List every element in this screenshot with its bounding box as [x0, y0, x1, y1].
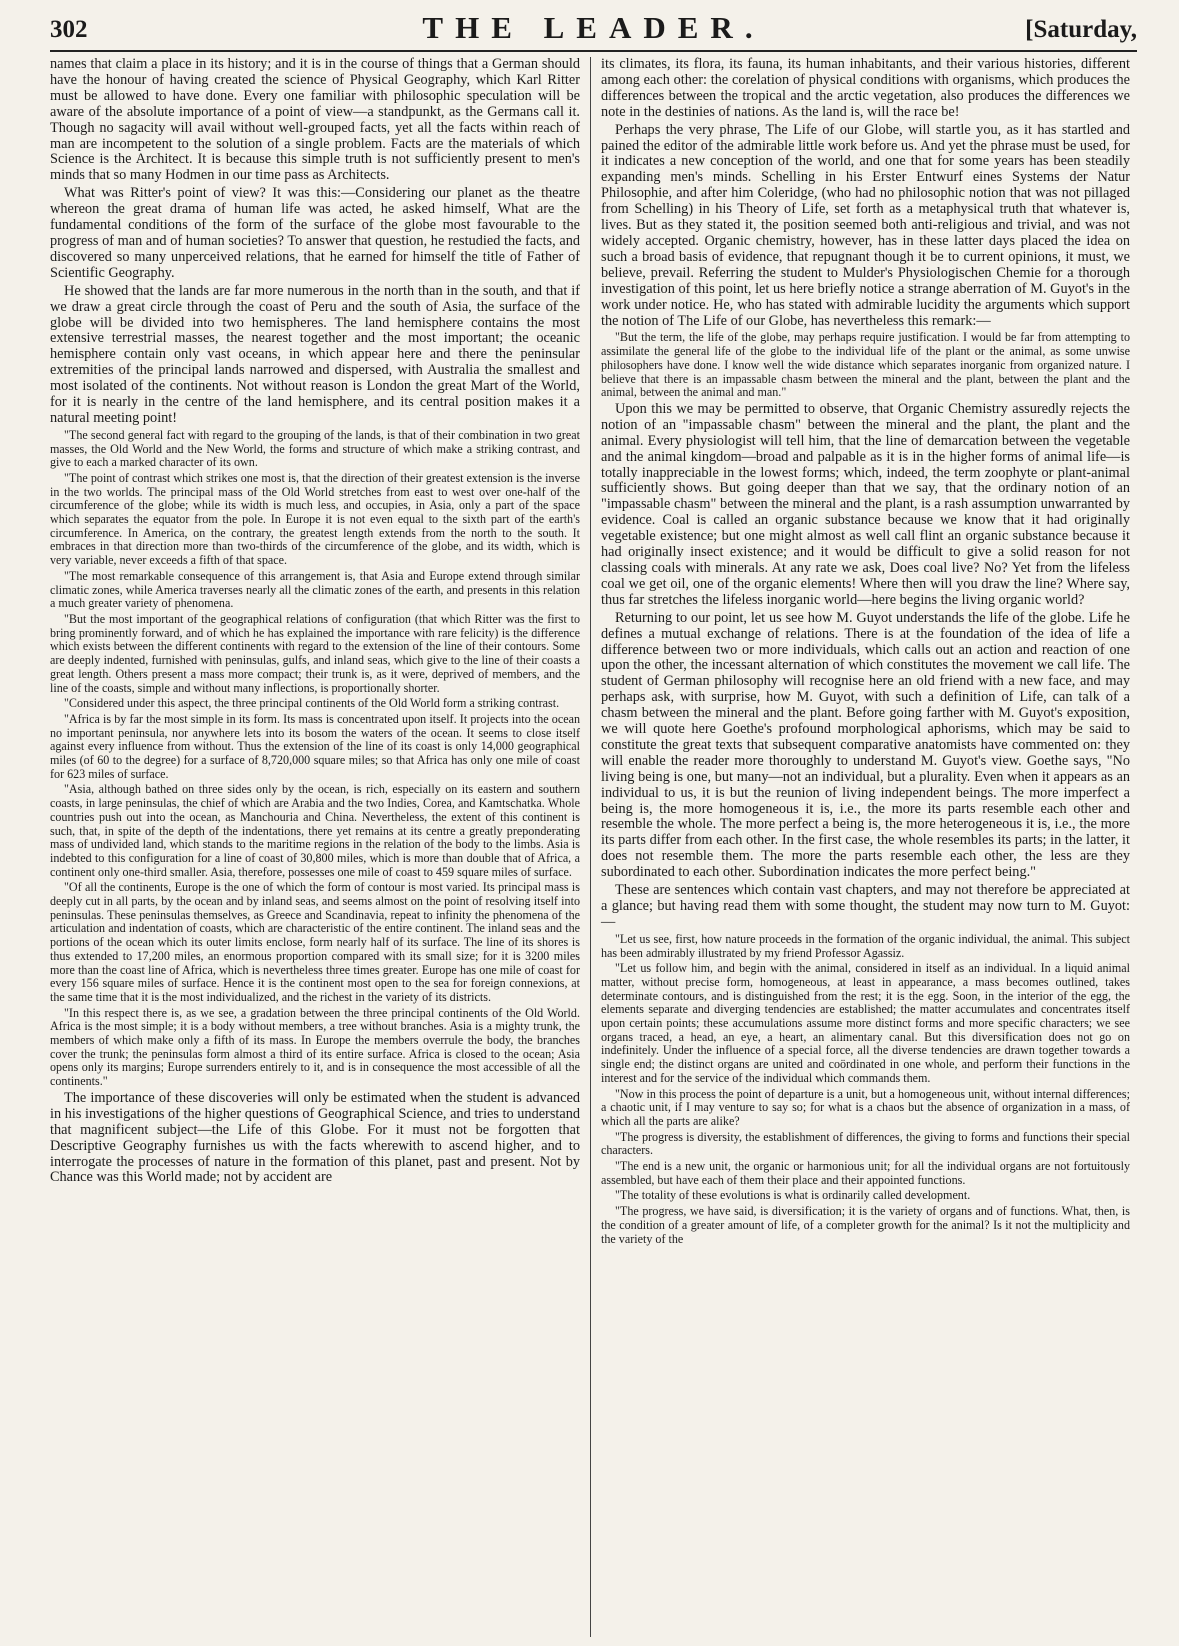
paragraph: These are sentences which contain vast chapters, and may not therefore be appreciated at a glance; but having read them with some thought, the student may now turn to M. Guyot:— [601, 882, 1130, 930]
paragraph: Upon this we may be permitted to observe, that Organic Chemistry assuredly rejects the notion of an "impassable chasm" between the mineral and the plant, the plant and the animal. Every physiologist will tell him, that the line of demarcation between the vegetable and the animal kingdom—broad and palpable as it is in the higher forms of animal life—is totally inappreciable in the lowest forms; which, indeed, the term zoophyte or plant-animal sufficiently shows. But going deeper than that we say, that the ordinary notion of an "impassable chasm" between the mineral and the plant, is a rash assumption unwarranted by evidence. Coal is called an organic substance because we know that it had originally vegetable existence; but one might almost as well call flint an organic substance because it had originally insect existence; and it would be difficult to give a solid reason for not classing coals with minerals. At any rate we ask, Does coal live? No? Yet from the lifeless coal we get oil, one of the organic elements! Where then will you draw the line? Where say, thus far stretches the lifeless inorganic world—here begins the living organic world? [601, 400, 1130, 608]
paragraph: What was Ritter's point of view? It was this:—Considering our planet as the theatre whereon the great drama of human life was acted, he asked himself, What are the fundamental conditions of the form of the surface of the globe most favourable to the progress of man and of human societies? To answer that question, he restudied the facts, and discovered so many unperceived relations, that he earned for himself the title of Father of Scientific Geography. [50, 185, 580, 281]
paragraph: The importance of these discoveries will only be estimated when the student is advanced in his investigations of the higher questions of Geographical Science, and tries to understand that magnificent subject—the Life of this Globe. For it must not be forgotten that Descriptive Geography furnishes us with the facts wherewith to ascend higher, and to interrogate the processes of nature in the formation of this planet, past and present. Not by Chance was this World made; not by accident are [50, 1089, 580, 1186]
masthead [50, 0, 1137, 52]
right-column [590, 57, 1130, 1637]
quoted-paragraph: "Africa is by far the most simple in its form. Its mass is concentrated upon itself. It projects into the ocean no important peninsula, nor anywhere lets into its bosom the waters of the ocean. It seems to close itself against every influence from without. Thus the extension of the line of its coast is only 14,000 geographical miles (of 60 to the degree) for a surface of 8,720,000 square miles; so that Africa has only one mile of coast for 623 miles of surface. [50, 711, 580, 781]
quoted-paragraph: "The point of contrast which strikes one most is, that the direction of their greatest extension is the inverse in the two worlds. The principal mass of the Old World stretches from east to west over one-half of the circumference of the globe; while its width is much less, and occupies, in Asia, only a part of the space which separates the equator from the pole. In Europe it is not even equal to the sixth part of the earth's circumference. In America, on the contrary, the greatest length extends from the north to the south. It embraces in that direction more than two-thirds of the circumference of the globe, and its width, which is very variable, never exceeds a fifth of that space. [50, 470, 580, 568]
issue-day: [Saturday, [1025, 16, 1137, 43]
quoted-paragraph: "The totality of these evolutions is what is ordinarily called development. [615, 1188, 971, 1203]
columns [50, 57, 1137, 1637]
newspaper-title: THE LEADER. [422, 10, 765, 45]
quoted-paragraph: "The second general fact with regard to the grouping of the lands, is that of their combination in two great masses, the Old World and the New World, the forms and structure of which make a striking contrast, and give to each a marked character of its own. [50, 427, 580, 470]
paragraph: Returning to our point, let us see how M. Guyot understands the life of the globe. Life he defines a mutual exchange of relations. There is at the foundation of the idea of life a difference between two or more individuals, which calls out an action and reaction of one upon the other, the incessant alternation of which constitutes the movement we call life. The student of German philosophy will recognise here an old friend with a new face, and may perhaps ask, with surprise, how M. Guyot, with such a definition of Life, can talk of a chasm between the mineral and the plant. Before going farther with M. Guyot's exposition, we will quote here Goethe's profound morphological aphorisms, which may be said to constitute the great texts that subsequent comparative anatomists have commented on: they will enable the reader more thoroughly to understand M. Guyot's view. Goethe says, "No living being is one, but many—not an individual, but a plurality. Even when it appears as an individual to us, it is but the reunion of living independent beings. The more imperfect a being is, the more homogeneous it is, i.e., the more its parts resemble each other and resemble the whole. The more perfect a being is, the more heterogeneous it is, i.e., the more its parts differ from each other. In the first case, the whole resembles its parts; in the latter, it does not resemble them. The more the parts resemble each other, the less are they subordinated to each other. Subordination indicates the more perfect being." [601, 609, 1130, 881]
quoted-paragraph: "In this respect there is, as we see, a gradation between the three principal continents of the Old World. Africa is the most simple; it is a body without members, a tree without branches. Asia is a mighty trunk, the members of which make only a fifth of its mass. In Europe the members overrule the body, the branches cover the trunk; the peninsulas form almost a third of its entire surface. Africa is closed to the ocean; Asia opens only its margins; Europe surrenders entirely to it, and is in consequence the most accessible of all the continents." [50, 1005, 580, 1089]
quoted-paragraph: "The most remarkable consequence of this arrangement is, that Asia and Europe extend through similar climatic zones, while America traverses nearly all the climatic zones of the earth, and presents in this relation a much greater variety of phenomena. [50, 568, 580, 611]
quoted-paragraph: "Of all the continents, Europe is the one of which the form of contour is most varied. Its principal mass is deeply cut in all parts, by the ocean and by inland seas, and seems almost on the point of resolving itself into peninsulas. These peninsulas themselves, as Greece and Scandinavia, repeat to infinity the phenomena of the articulation and indentation of coasts, which are characteristic of the entire continent. The inland seas and the portions of the ocean which its outer limits enclose, form nearly half of its surface. The line of its shores is thus extended to 17,200 miles, an enormous proportion compared with its small size; for it is 3200 miles more than the coast line of Africa, which is nevertheless three times greater. Europe has one mile of coast for every 156 square miles of surface. Hence it is the continent most open to the sea for foreign connexions, at the same time that it is the most individualized, and the richest in the variety of its districts. [50, 880, 580, 1004]
quoted-paragraph: "Asia, although bathed on three sides only by the ocean, is rich, especially on its eastern and southern coasts, in large peninsulas, the chief of which are Arabia and the two Indies, Corea, and Kamtschatka. Whole countries push out into the ocean, as Manchouria and China. Nevertheless, the extent of this continent is such, that, in spite of the depth of the indentations, there yet remains at its centre a greatly preponderating mass of undivided land, which stands to the maritime regions in the relation of the body to the limbs. Asia is indebted to this configuration for a line of coast of 30,800 miles, which is more than double that of Africa, a continent only one-third smaller. Asia, therefore, possesses one mile of coast to 459 square miles of surface. [50, 782, 580, 879]
paragraph: names that claim a place in its history; and it is in the course of things that a German should have the honour of having created the science of Physical Geography, which Karl Ritter must be allowed to have done. Every one familiar with philosophic speculation will be aware of the absolute importance of a point of view—a standpunkt, as the Germans call it. Though no sagacity will avail without well-grouped facts, yet all the facts within reach of man are incompetent to the solution of a single problem. Facts are the materials of which Science is the Architect. It is because this simple truth is not sufficiently present to men's minds that so many Hodmen in our time pass as Architects. [50, 57, 580, 184]
quoted-paragraph: "Now in this process the point of departure is a unit, but a homogeneous unit, without internal differences; a chaotic unit, if I may venture to say so; for what is a chaos but the absence of organization in a mass, of which all the parts are alike? [601, 1086, 1130, 1128]
quoted-paragraph: "But the most important of the geographical relations of configuration (that which Ritter was the first to bring prominently forward, and of which he has explained the importance with rare felicity) is the difference which exists between the different continents with regard to the extension of the line of their contours. Some are deeply indented, furnished with peninsulas, gulfs, and inland seas, which give to the line of their coasts a great length. Others present a mass more compact; their trunk is, as it were, deprived of members, and the line of the coasts, simple and without many inflections, is proportionally shorter. [50, 611, 580, 695]
paragraph: its climates, its flora, its fauna, its human inhabitants, and their various histories, different among each other: the corelation of physical conditions with organisms, which produces the differences between the tropical and the arctic vegetation, also produces the differences we note in the destinies of nations. As the land is, will the race be! [601, 57, 1130, 120]
paragraph: Perhaps the very phrase, The Life of our Globe, will startle you, as it has startled and pained the editor of the admirable little work before us. And yet the phrase must be used, for it indicates a new conception of the world, and one that for some years has been steadily expanding men's minds. Schelling in his Erster Entwurf eines Systems der Natur Philosophie, and after him Coleridge, (who had no philosophic notion that was not pillaged from Schelling) in his Theory of Life, set forth as a metaphysical truth that whatever is, lives. But as they stated it, the position seemed both anti-religious and trivial, and was not widely accepted. Organic chemistry, however, has in these latter days placed the idea on such a broad basis of evidence, that repugnant though it be to current opinions, it must, we believe, prevail. Referring the student to Mulder's Physiologischen Chemie for a thorough investigation of this point, let us here briefly notice a strange aberration of M. Guyot's in the work under notice. He, who has stated with admirable lucidity the arguments which support the notion of The Life of our Globe, has nevertheless this remark:— [601, 121, 1130, 329]
left-column [50, 57, 590, 1637]
quoted-paragraph: "The progress is diversity, the establishment of differences, the giving to forms and functions their special characters. [601, 1129, 1130, 1158]
quoted-paragraph: "The end is a new unit, the organic or harmonious unit; for all the individual organs are not fortuitously assembled, but have each of them their place and their appointed functions. [601, 1159, 1130, 1187]
quoted-paragraph: "Let us follow him, and begin with the animal, considered in itself as an individual. In a liquid animal matter, without precise form, homogeneous, at least in appearance, a mass becomes outlined, takes determinate contours, and is distinguished from the rest; it is the egg. Soon, in the interior of the egg, the elements separate and diverging tendencies are established; the matter accumulates and concentrates itself upon certain points; these accumulations assume more distinct forms and more specific characters; we see organs traced, a head, an eye, a heart, an alimentary canal. But this diversification does not go on indefinitely. Under the influence of a special force, all the diverse tendencies are drawn together towards a single end; the distinct organs are united and coördinated in one whole, and perform their functions in the interest and for the service of the individual which commands them. [601, 961, 1130, 1085]
quoted-paragraph: "But the term, the life of the globe, may perhaps require justification. I would be far from attempting to assimilate the general life of the globe to the individual life of the plant or the animal, as some unwise philosophers have done. I know well the wide distance which separates inorganic from organized nature. I believe that there is an impassable chasm between the mineral and the plant, between the plant and the animal, between the animal and man." [601, 330, 1130, 400]
paragraph: He showed that the lands are far more numerous in the north than in the south, and that if we draw a great circle through the coast of Peru and the south of Asia, the surface of the globe will be divided into two hemispheres. The land hemisphere contains the most extensive terrestrial masses, the nearest together and the most important; the oceanic hemisphere contain only vast oceans, in which appear here and there the peninsular extremities of the principal lands narrowed and dispersed, with Australia the smallest and most isolated of the continents. Not without reason is London the great Mart of the World, for it is nearly in the centre of the land hemisphere, and its central position makes it a natural meeting point! [50, 282, 580, 426]
quoted-paragraph: "Let us see, first, how nature proceeds in the formation of the organic individual, the animal. This subject has been admirably illustrated by my friend Professor Agassiz. [601, 931, 1130, 960]
quoted-paragraph: "The progress, we have said, is diversification; it is the variety of organs and of functions. What, then, is the condition of a greater amount of life, of a completer growth for the animal? Is it not the multiplicity and the variety of the [601, 1204, 1130, 1246]
quoted-paragraph: "Considered under this aspect, the three principal continents of the Old World form a striking contrast. [64, 696, 560, 711]
page-number: 302 [50, 16, 88, 43]
